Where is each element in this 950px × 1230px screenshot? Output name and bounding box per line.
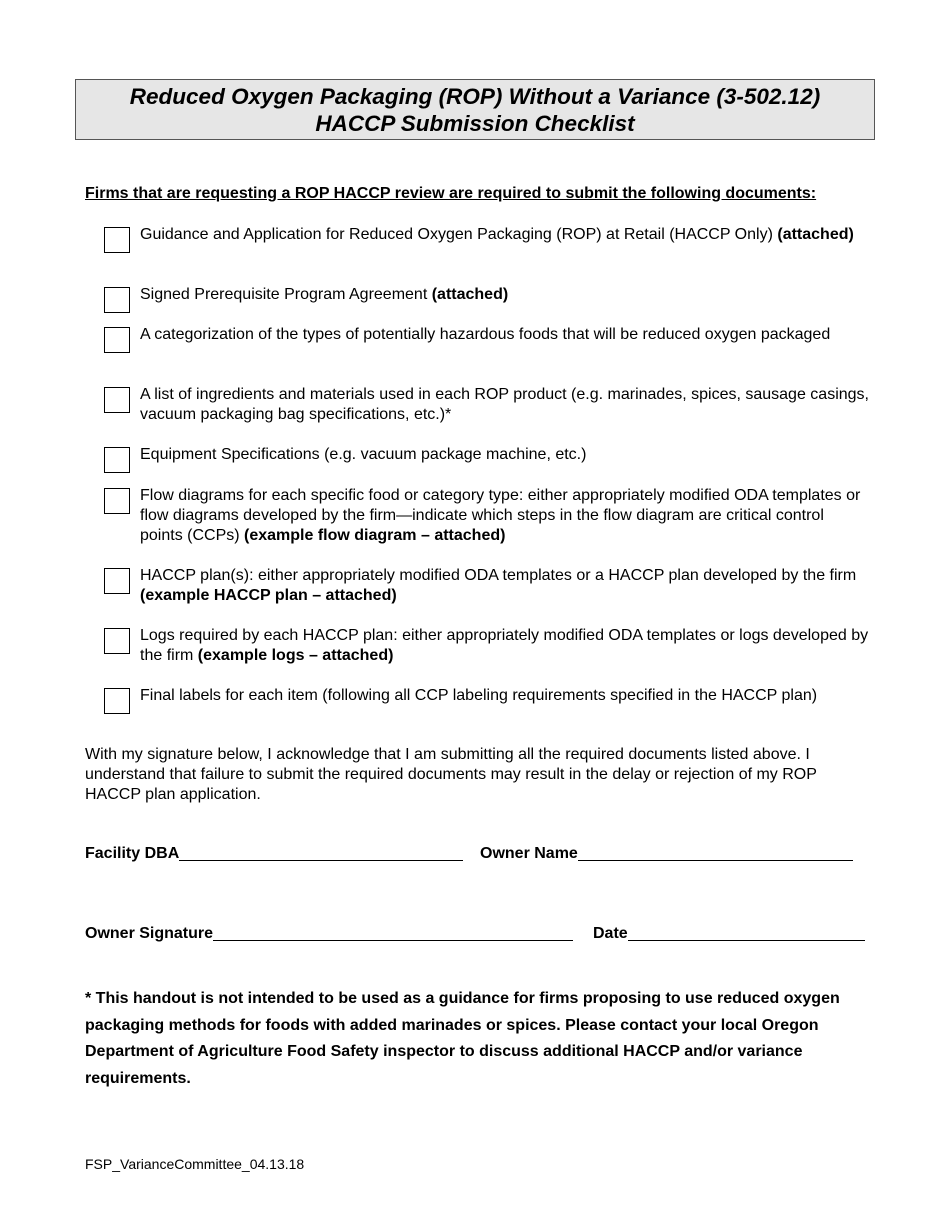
title-line-2: HACCP Submission Checklist bbox=[315, 111, 635, 136]
checklist-item-text: Equipment Specifications (e.g. vacuum package machine, etc.) bbox=[140, 446, 587, 463]
title-line-1: Reduced Oxygen Packaging (ROP) Without a Variance (3-502.12) bbox=[129, 84, 821, 109]
document-id-footer: FSP_VarianceCommittee_04.13.18 bbox=[85, 1156, 305, 1172]
owner-signature-field[interactable] bbox=[85, 924, 573, 943]
checkbox[interactable] bbox=[104, 488, 130, 514]
checklist-item-text: Signed Prerequisite Program Agreement (attached) bbox=[140, 286, 509, 303]
owner-name-field[interactable] bbox=[480, 844, 853, 863]
owner-signature-label: Owner Signature bbox=[85, 925, 214, 942]
footnote: * This handout is not intended to be used as a guidance for firms proposing to use reduced oxygen packaging methods for foods with added marinades or spices. Please contact your local Oregon Department of Agriculture Food Safety inspector to discuss additional HACCP and/or variance requirements. bbox=[85, 990, 840, 1087]
checkbox[interactable] bbox=[104, 327, 130, 353]
date-label: Date bbox=[593, 925, 628, 942]
checkbox[interactable] bbox=[104, 287, 130, 313]
date-line[interactable] bbox=[628, 924, 865, 941]
checklist-heading: Firms that are requesting a ROP HACCP review are required to submit the following documents: bbox=[85, 185, 817, 202]
checkbox[interactable] bbox=[104, 628, 130, 654]
checkbox[interactable] bbox=[104, 227, 130, 253]
checklist-item-text: Logs required by each HACCP plan: either appropriately modified ODA templates or logs developed by the firm (example logs – attached) bbox=[140, 627, 869, 664]
checkbox[interactable] bbox=[104, 447, 130, 473]
date-field[interactable] bbox=[593, 924, 865, 943]
checkbox[interactable] bbox=[104, 568, 130, 594]
acknowledgement-text: With my signature below, I acknowledge that I am submitting all the required documents listed above. I understand that failure to submit the required documents may result in the delay or rejection of my ROP HACCP plan application. bbox=[85, 746, 817, 803]
checklist-item-text: Flow diagrams for each specific food or category type: either appropriately modified ODA templates or flow diagrams developed by the firm—indicate which steps in the flow diagram are critical control points (CCPs) (example flow diagram – attached) bbox=[140, 487, 861, 544]
title-box bbox=[75, 79, 875, 140]
facility-dba-line[interactable] bbox=[179, 844, 463, 861]
checklist-item-text: A categorization of the types of potentially hazardous foods that will be reduced oxygen packaged bbox=[140, 326, 831, 343]
owner-name-label: Owner Name bbox=[480, 845, 578, 862]
owner-name-line[interactable] bbox=[578, 844, 853, 861]
checklist-item-text: HACCP plan(s): either appropriately modified ODA templates or a HACCP plan developed by the firm (example HACCP plan – attached) bbox=[140, 567, 857, 604]
checklist-item-text: Guidance and Application for Reduced Oxygen Packaging (ROP) at Retail (HACCP Only) (attached) bbox=[140, 226, 854, 243]
checklist-item-text: Final labels for each item (following all CCP labeling requirements specified in the HACCP plan) bbox=[140, 687, 818, 704]
checkbox[interactable] bbox=[104, 387, 130, 413]
facility-dba-field[interactable] bbox=[85, 844, 463, 863]
owner-signature-line[interactable] bbox=[213, 924, 573, 941]
checkbox[interactable] bbox=[104, 688, 130, 714]
facility-dba-label: Facility DBA bbox=[85, 845, 180, 862]
checklist-item-text: A list of ingredients and materials used in each ROP product (e.g. marinades, spices, sausage casings, vacuum packaging bag specifications, etc.)* bbox=[140, 386, 869, 423]
